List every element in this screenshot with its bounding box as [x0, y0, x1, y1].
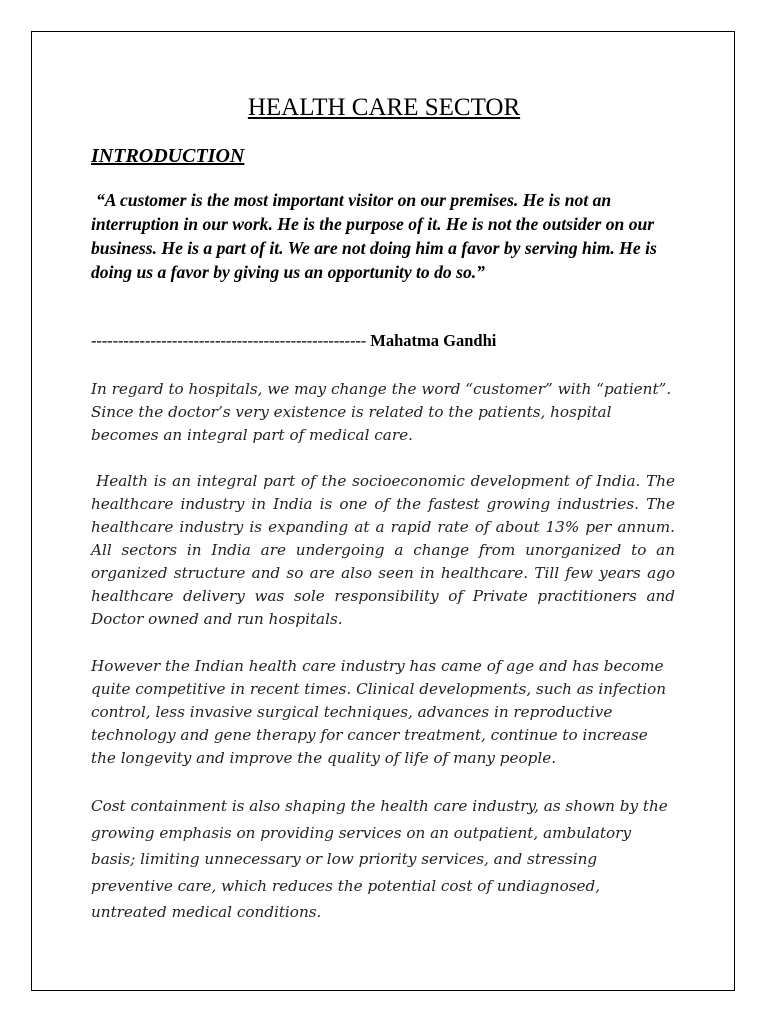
section-heading-introduction: INTRODUCTION	[91, 145, 245, 167]
paragraph-health-india: Health is an integral part of the socioeconomic development of India. The healthcare industry in India is one of the fastest growing industries. The healthcare industry is expanding at a rapid rate of about 13% per annum. All sectors in India are undergoing a change from unorganized to an organized structure and so are also seen in healthcare. Till few years ago healthcare delivery was sole responsibility of Private practitioners and Doctor owned and run hospitals.	[91, 472, 675, 628]
paragraph-industry-growth: However the Indian health care industry has came of age and has become quite competitive in recent times. Clinical developments, such as infection control, less invasive surgical techniques, advances in reproductive technology and gene therapy for cancer treatment, continue to increase the longevity and improve the quality of life of many people.	[91, 657, 667, 767]
quote-attribution	[91, 331, 496, 351]
document-title: HEALTH CARE SECTOR	[247, 94, 521, 121]
gandhi-quote: “A customer is the most important visitor on our premises. He is not an interruption in our work. He is the purpose of it. He is not the outsider on our business. He is a part of it. We are not doing him a favor by serving him. He is doing us a favor by giving us an opportunity to do so.”	[91, 190, 657, 282]
attribution-author: Mahatma Gandhi	[370, 331, 497, 350]
paragraph-cost-containment: Cost containment is also shaping the health care industry, as shown by the growing emphasis on providing services on an outpatient, ambulatory basis; limiting unnecessary or low priority services, and stressing preventive care, which reduces the potential cost of undiagnosed, untreated medical conditions.	[91, 797, 668, 921]
attribution-dashes: ---------------------------------------------------	[91, 331, 367, 350]
paragraph-hospitals: In regard to hospitals, we may change the word “customer” with “patient”. Since the doctor’s very existence is related to the patients, hospital becomes an integral part of medical care.	[91, 380, 672, 444]
